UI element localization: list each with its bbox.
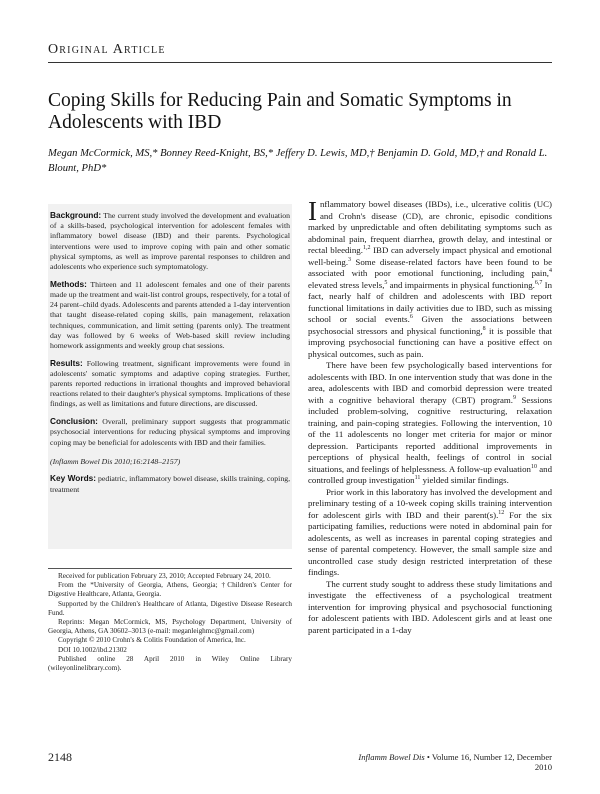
footnote-divider <box>48 568 292 569</box>
section-divider <box>48 62 552 63</box>
body-text-span: it is possible that improving psychosocial functioning can have a positive effect on physical outcomes, such as pain. <box>308 325 552 359</box>
footnote-received: Received for publication February 23, 2010; Accepted February 24, 2010. <box>58 572 271 580</box>
footnote-affiliations: From the *University of Georgia, Athens, Georgia; †Children's Center for Digestive Healthcare, Atlanta, Georgia. <box>48 581 292 599</box>
body-text-span: Prior work in this laboratory has involved the development and preliminary testing of a 10-week coping skills training intervention for adolescent girls with IBD and their parent(s). <box>308 486 552 520</box>
footnote-reprints: Reprints: Megan McCormick, MS, Psychology Department, University of Georgia, Athens, GA 30602–3013 (e-mail: meganleighmc@gmail.com) <box>48 618 292 636</box>
citation-ref: 8 <box>482 325 486 332</box>
body-text-span: elevated stress levels, <box>308 279 385 290</box>
body-text <box>308 196 553 636</box>
abstract-methods-heading: Methods: <box>50 278 87 289</box>
body-text-span: Sessions included problem-solving, cognitive restructuring, relaxation training, and pain-coping strategies. Following the intervention, 10 of the 11 adolescents no longer met criteria for major or minor depression. Participants reported additional improvements in perceptions of physical health, feelings of control in social situations, and feelings of helplessness. A follow-up evaluation <box>308 394 552 474</box>
body-text-span: and impairments in physical functioning. <box>387 279 535 290</box>
abstract-conclusion-heading: Conclusion: <box>50 416 98 427</box>
body-paragraph-3 <box>308 487 552 579</box>
citation-ref: 5 <box>384 279 388 286</box>
running-footer <box>345 752 552 772</box>
body-paragraph-4: The current study sought to address these study limitations and investigate the effectiveness of a psychological treatment intervention for improving physical and psychosocial functioning for adolescent patients with IBD. Adolescent girls and at least one parent participated in a 1-day <box>308 578 552 635</box>
journal-citation: (Inflamm Bowel Dis 2010;16:2148–2157) <box>50 456 181 466</box>
abstract-results-heading: Results: <box>50 357 83 368</box>
abstract-methods <box>50 279 290 351</box>
volume-info: • Volume 16, Number 12, December 2010 <box>426 752 552 772</box>
body-text-span: and controlled group investigation <box>308 463 552 485</box>
body-paragraph-2 <box>308 360 552 487</box>
body-text-span: Given the associations between psychosocial stressors and physical functioning, <box>308 314 552 336</box>
author-list: Megan McCormick, MS,* Bonney Reed-Knight, BS,* Jeffery D. Lewis, MD,† Benjamin D. Gold, MD,† and Ronald L. Blount, PhD* <box>48 148 548 174</box>
citation-ref: 1,2 <box>362 245 371 252</box>
body-paragraph-1 <box>308 196 553 360</box>
journal-name: Inflamm Bowel Dis <box>358 752 425 762</box>
body-text-span: There have been few psychologically based interventions for adolescents with IBD. In one intervention study that was done in the area, adolescents with IBD and comorbid depression were treated with a cognitive behavioral therapy (CBT) program. <box>308 360 552 405</box>
citation-ref: 3 <box>348 256 352 263</box>
citation-ref: 4 <box>549 268 552 275</box>
body-text-span: nflammatory bowel diseases (IBDs), i.e., ulcerative colitis (UC) and Crohn's disease (CD), are chronic, episodic conditions marked by unpredictable and often debilitating symptoms such as abdominal pain, frequent diarrhea, growth delay, and intestinal or rectal bleeding. <box>308 199 552 255</box>
body-text-span: Some disease-related factors have been found to be associated with poor emotional functioning, including pain, <box>308 256 552 278</box>
citation-ref: 10 <box>530 463 537 470</box>
abstract-results-text: Following treatment, significant improvements were found in adolescents' somatic symptoms and adaptive coping strategies. Further, parents reported reductions in irrational thoughts and improved behavioral reactions related to their daughter's physical symptoms. Implications of these findings, as well as limitations and future directions, are discussed. <box>50 358 290 409</box>
abstract-background-text: The current study involved the development and evaluation of a skills-based, psychological intervention for adolescent females with inflammatory bowel disease (IBD) and their parents. Psychological interventions were used to improve coping with pain and other somatic physical symptoms, as well as improve parental responses to children and adolescents who experience such symptomatology. <box>50 211 290 272</box>
keywords <box>50 473 290 494</box>
article-title: Coping Skills for Reducing Pain and Somatic Symptoms in Adolescents with IBD <box>48 90 512 133</box>
keywords-heading: Key Words: <box>50 473 97 484</box>
abstract-results <box>50 358 290 410</box>
abstract-methods-text: Thirteen and 11 adolescent females and one of their parents made up the treatment and wait-list control groups, respectively, for a total of 24 parent–child dyads. Adolescents and parents attended a 1-day intervention that taught disease-related coping skills, pain management, relaxation techniques, communication, and limit setting (parents only). The treatment day was followed by 6 weeks of Web-based skill review including homework assignments and weekly group chat sessions. <box>50 279 290 350</box>
footnotes <box>48 572 292 673</box>
body-text-span: IBD can adversely impact physical and emotional well-being. <box>308 245 552 267</box>
footnote-support: Supported by the Children's Healthcare of Atlanta, Digestive Disease Research Fund. <box>48 599 292 617</box>
abstract <box>50 210 290 501</box>
keywords-text: pediatric, inflammatory bowel disease, skills training, coping, treatment <box>50 474 291 494</box>
footnote-doi: DOI 10.1002/ibd.21302 <box>58 645 127 654</box>
citation-ref: 11 <box>414 475 421 482</box>
citation-ref: 6 <box>409 314 413 321</box>
body-text-span: For the six participating families, reductions were noted in abdominal pain for adolescents, as well as increases in parental coping strategies and sense of parental competency. However, the small sample size and uncontrolled case study design restricted interpretation of these findings. <box>308 509 553 577</box>
section-label: Original Article <box>48 42 166 57</box>
body-text-span: In fact, nearly half of children and adolescents with IBD report functional limitations in daily activities due to IBD, such as missing school or social events. <box>308 279 553 324</box>
drop-cap: I <box>308 196 317 226</box>
abstract-conclusion-text: Overall, preliminary support suggests that programmatic psychosocial interventions for reducing physical symptoms and improving coping may be beneficial for adolescents with IBD and their families. <box>50 417 291 447</box>
page-number: 2148 <box>48 750 72 764</box>
body-text-span: yielded similar findings. <box>420 475 509 485</box>
abstract-background-heading: Background: <box>50 210 102 220</box>
citation-ref: 9 <box>512 394 516 401</box>
abstract-background <box>50 210 290 272</box>
citation-ref: 6,7 <box>534 279 543 286</box>
footnote-published: Published online 28 April 2010 in Wiley Online Library (wileyonlinelibrary.com). <box>48 654 292 673</box>
citation-ref: 12 <box>498 509 505 516</box>
abstract-conclusion <box>50 416 290 448</box>
footnote-copyright: Copyright © 2010 Crohn's & Colitis Foundation of America, Inc. <box>58 636 246 645</box>
